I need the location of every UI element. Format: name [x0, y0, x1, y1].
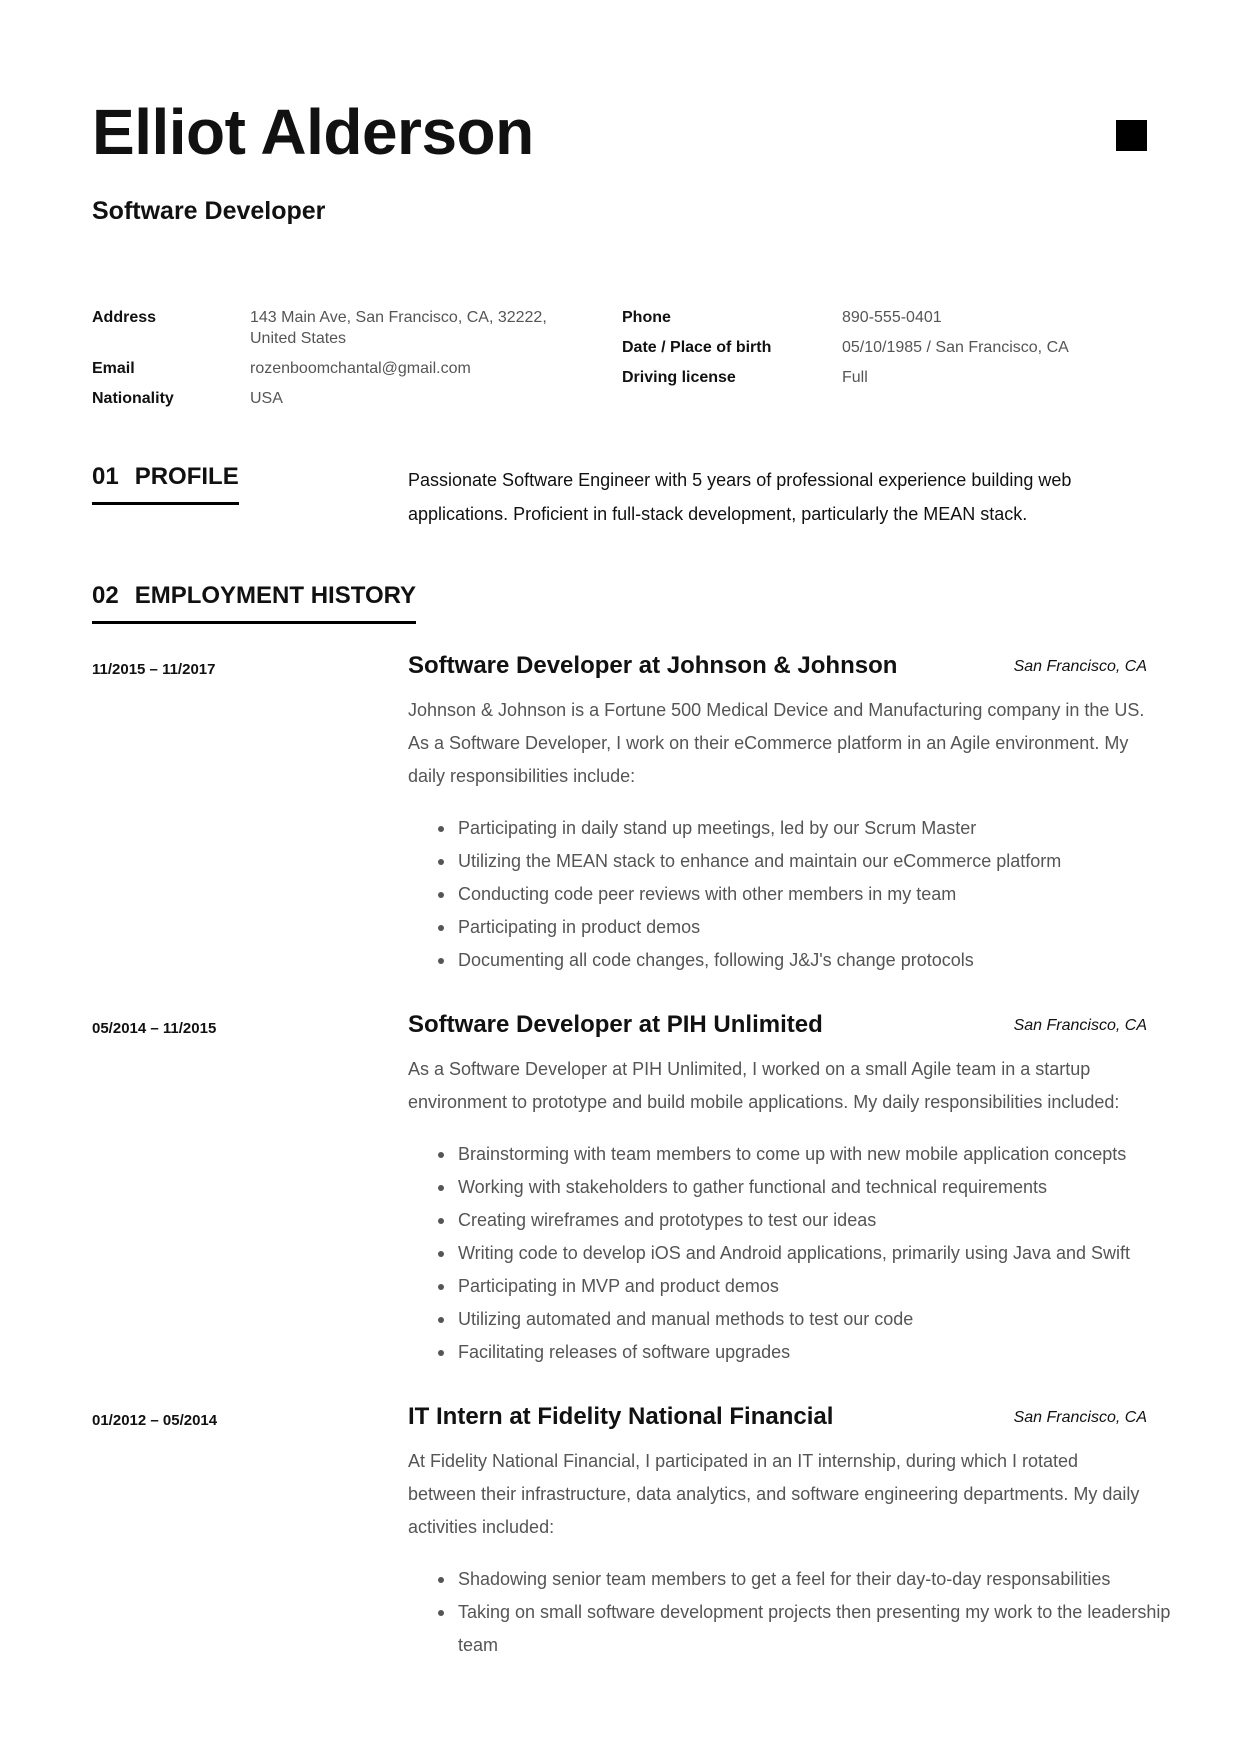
- job-dates: 11/2015 – 11/2017: [92, 661, 216, 678]
- candidate-name: Elliot Alderson: [92, 96, 534, 168]
- detail-row-address: [92, 307, 547, 349]
- list-item: Documenting all code changes, following J&J's change protocols: [458, 944, 1198, 977]
- job-location: San Francisco, CA: [1013, 1017, 1147, 1034]
- list-item: Creating wireframes and prototypes to test our ideas: [458, 1204, 1198, 1237]
- detail-value: 890-555-0401: [842, 309, 942, 326]
- detail-row-email: [92, 358, 547, 379]
- detail-label: Nationality: [92, 390, 174, 407]
- detail-row-phone: [622, 307, 1069, 328]
- job-description: As a Software Developer at PIH Unlimited, I worked on a small Agile team in a startup environment to prototype and build mobile applications. My daily responsibilities included:: [408, 1059, 1120, 1112]
- job-heading: IT Intern at Fidelity National Financial: [408, 1403, 834, 1430]
- detail-value: Full: [842, 369, 868, 386]
- job-description: Johnson & Johnson is a Fortune 500 Medical Device and Manufacturing company in the US. As a Software Developer, I work on their eCommerce platform in an Agile environment. My daily responsibilities include:: [408, 700, 1145, 786]
- section-title: PROFILE: [134, 463, 239, 490]
- contact-details-left: [92, 307, 547, 418]
- job-dates: 05/2014 – 11/2015: [92, 1020, 217, 1037]
- detail-row-license: [622, 367, 1069, 388]
- black-square-icon: [1116, 120, 1147, 151]
- list-item: Utilizing automated and manual methods to test our code: [458, 1303, 1198, 1336]
- list-item: Participating in daily stand up meetings, led by our Scrum Master: [458, 812, 1198, 845]
- detail-row-birth: [622, 337, 1069, 358]
- job-location: San Francisco, CA: [1013, 658, 1147, 675]
- job-responsibilities-list: [408, 812, 1198, 977]
- detail-label: Date / Place of birth: [622, 339, 772, 356]
- employment-section-heading: [92, 582, 416, 624]
- section-number: 01: [92, 463, 119, 490]
- list-item: Facilitating releases of software upgrades: [458, 1336, 1198, 1369]
- list-item: Writing code to develop iOS and Android applications, primarily using Java and Swift: [458, 1237, 1198, 1270]
- contact-details-right: [622, 307, 1069, 397]
- profile-summary: Passionate Software Engineer with 5 years of professional experience building web applications. Proficient in full-stack development, particularly the MEAN stack.: [408, 470, 1072, 524]
- detail-label: Phone: [622, 309, 671, 326]
- section-number: 02: [92, 582, 119, 609]
- detail-value: USA: [250, 390, 283, 407]
- detail-label: Driving license: [622, 369, 736, 386]
- job-heading: Software Developer at PIH Unlimited: [408, 1011, 823, 1038]
- job-description: At Fidelity National Financial, I participated in an IT internship, during which I rotated between their infrastructure, data analytics, and software engineering departments. My daily activities included:: [408, 1451, 1140, 1537]
- list-item: Brainstorming with team members to come up with new mobile application concepts: [458, 1138, 1198, 1171]
- detail-row-nationality: [92, 388, 547, 409]
- detail-label: Email: [92, 360, 135, 377]
- job-location: San Francisco, CA: [1013, 1409, 1147, 1426]
- job-responsibilities-list: [408, 1563, 1198, 1662]
- list-item: Conducting code peer reviews with other members in my team: [458, 878, 1198, 911]
- job-responsibilities-list: [408, 1138, 1198, 1369]
- list-item: Participating in MVP and product demos: [458, 1270, 1198, 1303]
- list-item: Working with stakeholders to gather functional and technical requirements: [458, 1171, 1198, 1204]
- list-item: Taking on small software development projects then presenting my work to the leadership team: [458, 1596, 1198, 1662]
- detail-value: 05/10/1985 / San Francisco, CA: [842, 339, 1069, 356]
- job-dates: 01/2012 – 05/2014: [92, 1412, 218, 1429]
- detail-value: 143 Main Ave, San Francisco, CA, 32222,: [250, 309, 547, 326]
- detail-value: rozenboomchantal@gmail.com: [250, 360, 471, 377]
- candidate-title: Software Developer: [92, 197, 326, 225]
- job-heading: Software Developer at Johnson & Johnson: [408, 652, 898, 679]
- list-item: Utilizing the MEAN stack to enhance and maintain our eCommerce platform: [458, 845, 1198, 878]
- detail-value-line2: United States: [250, 330, 347, 347]
- list-item: Shadowing senior team members to get a feel for their day-to-day responsabilities: [458, 1563, 1198, 1596]
- section-title: EMPLOYMENT HISTORY: [134, 582, 417, 609]
- list-item: Participating in product demos: [458, 911, 1198, 944]
- profile-section-heading: [92, 463, 239, 505]
- detail-label: Address: [92, 309, 157, 326]
